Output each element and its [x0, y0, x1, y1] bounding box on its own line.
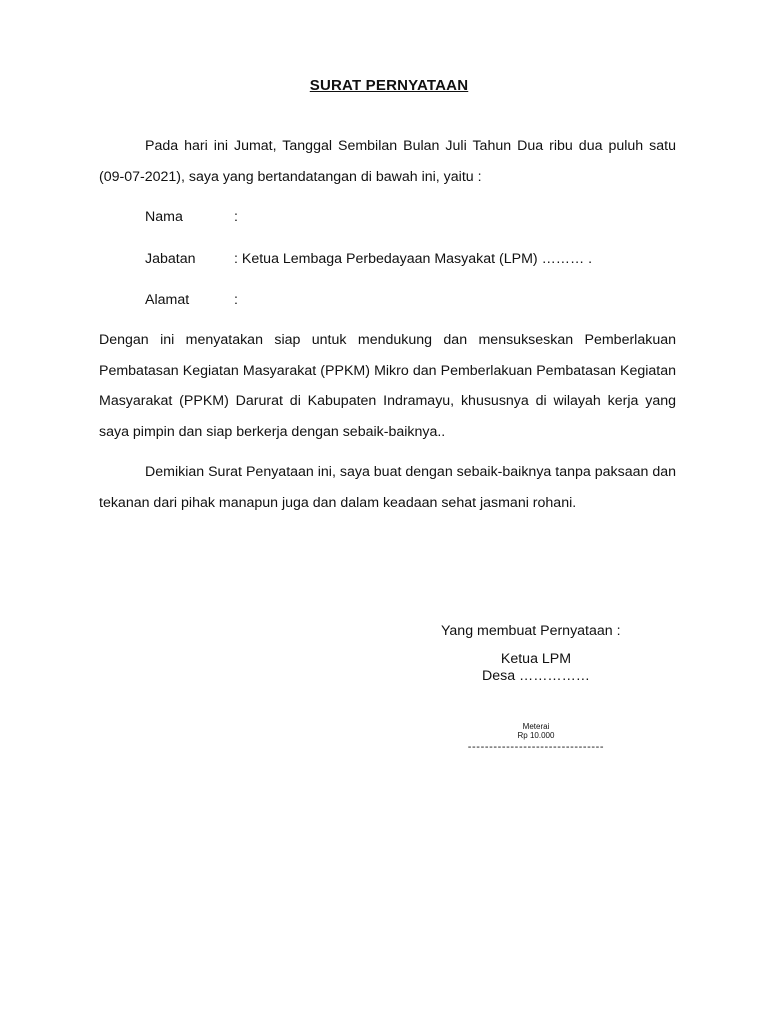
field-jabatan-label: Jabatan — [145, 251, 196, 267]
field-jabatan-value: : Ketua Lembaga Perbedayaan Masyakat (LPM) ……… . — [234, 251, 593, 267]
field-alamat — [145, 291, 238, 309]
signature-village: Desa …………… — [482, 668, 590, 684]
field-jabatan — [145, 250, 592, 268]
signature-position: Ketua LPM — [500, 651, 572, 667]
field-nama-label: Nama — [145, 209, 183, 225]
field-alamat-value: : — [234, 292, 238, 308]
signature-heading: Yang membuat Pernyataan : — [441, 623, 621, 639]
signature-line: -------------------------------- — [467, 741, 605, 753]
document-title: SURAT PERNYATAAN — [309, 77, 469, 94]
statement-paragraph: Dengan ini menyatakan siap untuk mendukung dan mensukseskan Pemberlakuan Pembatasan Kegiatan Masyarakat (PPKM) Mikro dan Pemberlakuan Pembatasan Kegiatan Masyarakat (PPKM) Darurat di Kabupaten Indramayu, khususnya di wilayah kerja yang saya pimpin dan siap berkerja dengan sebaik-baiknya.. — [99, 332, 676, 440]
field-alamat-label: Alamat — [145, 292, 190, 308]
opening-paragraph: Pada hari ini Jumat, Tanggal Sembilan Bulan Juli Tahun Dua ribu dua puluh satu (09-07-2021), saya yang bertandatangan di bawah ini, yaitu : — [99, 138, 676, 185]
stamp-amount: Rp 10.000 — [517, 731, 555, 740]
stamp-label: Meterai — [522, 722, 550, 731]
closing-paragraph: Demikian Surat Penyataan ini, saya buat dengan sebaik-baiknya tanpa paksaan dan tekanan dari pihak manapun juga dan dalam keadaan sehat jasmani rohani. — [99, 464, 676, 511]
field-nama — [145, 208, 238, 226]
field-nama-value: : — [234, 209, 238, 225]
